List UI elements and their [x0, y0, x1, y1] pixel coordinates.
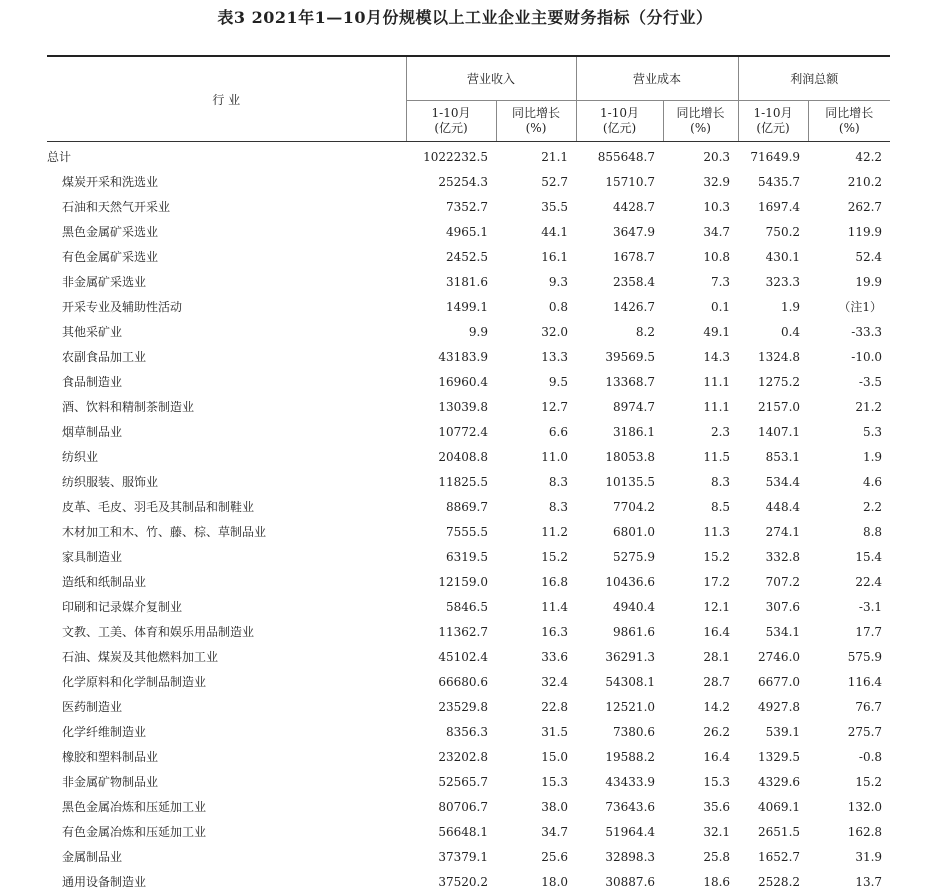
- profit-value: 1407.1: [738, 419, 808, 444]
- revenue-growth: 32.4: [496, 669, 576, 694]
- industry-name: 煤炭开采和洗选业: [47, 169, 406, 194]
- profit-growth: 116.4: [808, 669, 890, 694]
- cost-growth: 32.1: [663, 819, 738, 844]
- revenue-growth: 33.6: [496, 644, 576, 669]
- revenue-value: 43183.9: [406, 344, 496, 369]
- cost-growth: 35.6: [663, 794, 738, 819]
- cost-value: 19588.2: [576, 744, 663, 769]
- profit-growth: 31.9: [808, 844, 890, 869]
- cost-growth: 26.2: [663, 719, 738, 744]
- cost-growth: 34.7: [663, 219, 738, 244]
- revenue-value: 3181.6: [406, 269, 496, 294]
- profit-growth: （注1）: [808, 294, 890, 319]
- profit-growth: 8.8: [808, 519, 890, 544]
- revenue-value: 8356.3: [406, 719, 496, 744]
- revenue-value: 11825.5: [406, 469, 496, 494]
- table-row: [47, 244, 890, 269]
- revenue-value: 6319.5: [406, 544, 496, 569]
- profit-growth: 2.2: [808, 494, 890, 519]
- cost-growth: 10.3: [663, 194, 738, 219]
- cost-value: 855648.7: [576, 142, 663, 170]
- industry-name: 非金属矿采选业: [47, 269, 406, 294]
- industry-name: 皮革、毛皮、羽毛及其制品和制鞋业: [47, 494, 406, 519]
- cost-value: 3647.9: [576, 219, 663, 244]
- revenue-growth: 34.7: [496, 819, 576, 844]
- profit-value: 1.9: [738, 294, 808, 319]
- profit-growth: 52.4: [808, 244, 890, 269]
- table-row: [47, 294, 890, 319]
- cost-value: 7380.6: [576, 719, 663, 744]
- profit-value: 539.1: [738, 719, 808, 744]
- revenue-value: 23202.8: [406, 744, 496, 769]
- revenue-value: 5846.5: [406, 594, 496, 619]
- cost-growth: 7.3: [663, 269, 738, 294]
- industry-name: 食品制造业: [47, 369, 406, 394]
- industry-name: 开采专业及辅助性活动: [47, 294, 406, 319]
- revenue-growth: 13.3: [496, 344, 576, 369]
- industry-name: 酒、饮料和精制茶制造业: [47, 394, 406, 419]
- cost-growth: 15.2: [663, 544, 738, 569]
- cost-value: 5275.9: [576, 544, 663, 569]
- profit-value: 1275.2: [738, 369, 808, 394]
- profit-growth: 19.9: [808, 269, 890, 294]
- industry-name: 非金属矿物制品业: [47, 769, 406, 794]
- profit-growth: 210.2: [808, 169, 890, 194]
- cost-value: 4940.4: [576, 594, 663, 619]
- profit-growth: 575.9: [808, 644, 890, 669]
- revenue-growth: 8.3: [496, 494, 576, 519]
- profit-growth: 4.6: [808, 469, 890, 494]
- industry-name: 纺织业: [47, 444, 406, 469]
- revenue-value: 10772.4: [406, 419, 496, 444]
- cost-value: 73643.6: [576, 794, 663, 819]
- revenue-value: 52565.7: [406, 769, 496, 794]
- revenue-growth: 32.0: [496, 319, 576, 344]
- table-row: [47, 194, 890, 219]
- industry-name: 石油和天然气开采业: [47, 194, 406, 219]
- revenue-value: 12159.0: [406, 569, 496, 594]
- cost-growth: 16.4: [663, 744, 738, 769]
- table-row: [47, 419, 890, 444]
- revenue-growth: 21.1: [496, 142, 576, 170]
- industry-name: 农副食品加工业: [47, 344, 406, 369]
- profit-value: 430.1: [738, 244, 808, 269]
- industry-name: 木材加工和木、竹、藤、棕、草制品业: [47, 519, 406, 544]
- cost-growth: 18.6: [663, 869, 738, 894]
- profit-value: 307.6: [738, 594, 808, 619]
- cost-value: 3186.1: [576, 419, 663, 444]
- revenue-growth: 15.0: [496, 744, 576, 769]
- profit-growth: 262.7: [808, 194, 890, 219]
- table-row: [47, 644, 890, 669]
- profit-growth: 15.4: [808, 544, 890, 569]
- profit-value: 274.1: [738, 519, 808, 544]
- industry-name: 金属制品业: [47, 844, 406, 869]
- profit-growth: -33.3: [808, 319, 890, 344]
- industry-name: 家具制造业: [47, 544, 406, 569]
- profit-value: 71649.9: [738, 142, 808, 170]
- header-row-groups: [47, 56, 890, 101]
- revenue-value: 23529.8: [406, 694, 496, 719]
- cost-growth: 28.7: [663, 669, 738, 694]
- cost-growth: 11.3: [663, 519, 738, 544]
- revenue-value: 7555.5: [406, 519, 496, 544]
- industry-name: 其他采矿业: [47, 319, 406, 344]
- profit-growth: 17.7: [808, 619, 890, 644]
- cost-value: 36291.3: [576, 644, 663, 669]
- profit-value: 2746.0: [738, 644, 808, 669]
- industry-name: 通用设备制造业: [47, 869, 406, 894]
- cost-value: 4428.7: [576, 194, 663, 219]
- revenue-value: 80706.7: [406, 794, 496, 819]
- profit-value: 5435.7: [738, 169, 808, 194]
- revenue-growth: 25.6: [496, 844, 576, 869]
- cost-growth: 28.1: [663, 644, 738, 669]
- table-row: [47, 469, 890, 494]
- table-row: [47, 444, 890, 469]
- table-row: [47, 669, 890, 694]
- table-row: [47, 142, 890, 170]
- table-row: [47, 169, 890, 194]
- profit-value: 323.3: [738, 269, 808, 294]
- revenue-value: 56648.1: [406, 819, 496, 844]
- revenue-value: 8869.7: [406, 494, 496, 519]
- profit-value: 0.4: [738, 319, 808, 344]
- revenue-value: 66680.6: [406, 669, 496, 694]
- profit-value: 534.1: [738, 619, 808, 644]
- profit-value: 2157.0: [738, 394, 808, 419]
- cost-growth: 20.3: [663, 142, 738, 170]
- revenue-growth: 15.2: [496, 544, 576, 569]
- revenue-growth: 11.0: [496, 444, 576, 469]
- cost-growth: 12.1: [663, 594, 738, 619]
- cost-growth: 11.1: [663, 394, 738, 419]
- cost-value: 8974.7: [576, 394, 663, 419]
- revenue-growth: 11.4: [496, 594, 576, 619]
- profit-growth: 162.8: [808, 819, 890, 844]
- header-cost-growth: 同比增长 (%): [663, 101, 738, 142]
- cost-value: 32898.3: [576, 844, 663, 869]
- revenue-value: 4965.1: [406, 219, 496, 244]
- revenue-growth: 0.8: [496, 294, 576, 319]
- table-row: [47, 869, 890, 894]
- profit-value: 1329.5: [738, 744, 808, 769]
- profit-value: 6677.0: [738, 669, 808, 694]
- revenue-value: 45102.4: [406, 644, 496, 669]
- cost-value: 12521.0: [576, 694, 663, 719]
- cost-growth: 25.8: [663, 844, 738, 869]
- table-title: 表3 2021年1—10月份规模以上工业企业主要财务指标（分行业）: [0, 5, 930, 28]
- table-row: [47, 594, 890, 619]
- profit-value: 1697.4: [738, 194, 808, 219]
- profit-growth: 42.2: [808, 142, 890, 170]
- revenue-growth: 38.0: [496, 794, 576, 819]
- header-revenue: 营业收入: [406, 56, 576, 101]
- profit-value: 332.8: [738, 544, 808, 569]
- table-row: [47, 494, 890, 519]
- revenue-growth: 9.3: [496, 269, 576, 294]
- cost-value: 1678.7: [576, 244, 663, 269]
- revenue-value: 20408.8: [406, 444, 496, 469]
- cost-value: 7704.2: [576, 494, 663, 519]
- revenue-growth: 18.0: [496, 869, 576, 894]
- cost-growth: 2.3: [663, 419, 738, 444]
- revenue-growth: 22.8: [496, 694, 576, 719]
- profit-value: 2528.2: [738, 869, 808, 894]
- cost-value: 30887.6: [576, 869, 663, 894]
- profit-value: 4069.1: [738, 794, 808, 819]
- header-cost: 营业成本: [576, 56, 738, 101]
- cost-growth: 15.3: [663, 769, 738, 794]
- cost-value: 54308.1: [576, 669, 663, 694]
- header-industry: 行 业: [47, 56, 406, 142]
- profit-value: 750.2: [738, 219, 808, 244]
- revenue-growth: 16.8: [496, 569, 576, 594]
- industry-name: 化学纤维制造业: [47, 719, 406, 744]
- cost-growth: 10.8: [663, 244, 738, 269]
- cost-growth: 8.5: [663, 494, 738, 519]
- cost-growth: 14.2: [663, 694, 738, 719]
- table-row: [47, 794, 890, 819]
- header-profit: 利润总额: [738, 56, 890, 101]
- header-cost-period: 1-10月 (亿元): [576, 101, 663, 142]
- revenue-value: 7352.7: [406, 194, 496, 219]
- revenue-value: 1499.1: [406, 294, 496, 319]
- revenue-growth: 9.5: [496, 369, 576, 394]
- cost-value: 51964.4: [576, 819, 663, 844]
- profit-growth: 21.2: [808, 394, 890, 419]
- revenue-value: 1022232.5: [406, 142, 496, 170]
- revenue-growth: 31.5: [496, 719, 576, 744]
- industry-name: 有色金属矿采选业: [47, 244, 406, 269]
- revenue-growth: 11.2: [496, 519, 576, 544]
- cost-growth: 8.3: [663, 469, 738, 494]
- revenue-growth: 6.6: [496, 419, 576, 444]
- header-revenue-period: 1-10月 (亿元): [406, 101, 496, 142]
- financial-indicators-table: [47, 55, 890, 894]
- table-row: [47, 394, 890, 419]
- cost-value: 1426.7: [576, 294, 663, 319]
- revenue-growth: 16.3: [496, 619, 576, 644]
- cost-value: 18053.8: [576, 444, 663, 469]
- industry-name: 文教、工美、体育和娱乐用品制造业: [47, 619, 406, 644]
- table-row: [47, 694, 890, 719]
- cost-value: 39569.5: [576, 344, 663, 369]
- revenue-growth: 8.3: [496, 469, 576, 494]
- cost-growth: 0.1: [663, 294, 738, 319]
- profit-value: 1324.8: [738, 344, 808, 369]
- industry-name: 黑色金属矿采选业: [47, 219, 406, 244]
- industry-name: 烟草制品业: [47, 419, 406, 444]
- cost-growth: 32.9: [663, 169, 738, 194]
- industry-name: 纺织服装、服饰业: [47, 469, 406, 494]
- cost-value: 8.2: [576, 319, 663, 344]
- revenue-value: 16960.4: [406, 369, 496, 394]
- profit-growth: 132.0: [808, 794, 890, 819]
- industry-name: 总计: [47, 142, 406, 170]
- revenue-growth: 15.3: [496, 769, 576, 794]
- profit-growth: -0.8: [808, 744, 890, 769]
- revenue-value: 9.9: [406, 319, 496, 344]
- revenue-value: 37379.1: [406, 844, 496, 869]
- table-row: [47, 319, 890, 344]
- profit-growth: 119.9: [808, 219, 890, 244]
- revenue-value: 13039.8: [406, 394, 496, 419]
- header-profit-period: 1-10月 (亿元): [738, 101, 808, 142]
- revenue-growth: 44.1: [496, 219, 576, 244]
- cost-growth: 16.4: [663, 619, 738, 644]
- cost-growth: 11.5: [663, 444, 738, 469]
- cost-value: 10135.5: [576, 469, 663, 494]
- cost-value: 6801.0: [576, 519, 663, 544]
- revenue-growth: 16.1: [496, 244, 576, 269]
- revenue-value: 11362.7: [406, 619, 496, 644]
- profit-value: 4927.8: [738, 694, 808, 719]
- table-row: [47, 744, 890, 769]
- table-row: [47, 544, 890, 569]
- profit-growth: 22.4: [808, 569, 890, 594]
- table-row: [47, 819, 890, 844]
- cost-value: 2358.4: [576, 269, 663, 294]
- table-row: [47, 369, 890, 394]
- cost-growth: 11.1: [663, 369, 738, 394]
- cost-growth: 14.3: [663, 344, 738, 369]
- cost-value: 9861.6: [576, 619, 663, 644]
- revenue-growth: 12.7: [496, 394, 576, 419]
- revenue-value: 25254.3: [406, 169, 496, 194]
- revenue-growth: 35.5: [496, 194, 576, 219]
- profit-growth: 5.3: [808, 419, 890, 444]
- cost-value: 43433.9: [576, 769, 663, 794]
- industry-name: 印刷和记录媒介复制业: [47, 594, 406, 619]
- profit-value: 4329.6: [738, 769, 808, 794]
- profit-value: 2651.5: [738, 819, 808, 844]
- profit-growth: -3.5: [808, 369, 890, 394]
- industry-name: 化学原料和化学制品制造业: [47, 669, 406, 694]
- industry-name: 橡胶和塑料制品业: [47, 744, 406, 769]
- profit-value: 853.1: [738, 444, 808, 469]
- table-row: [47, 269, 890, 294]
- table-row: [47, 769, 890, 794]
- cost-growth: 49.1: [663, 319, 738, 344]
- industry-name: 黑色金属冶炼和压延加工业: [47, 794, 406, 819]
- profit-growth: 1.9: [808, 444, 890, 469]
- header-revenue-growth: 同比增长 (%): [496, 101, 576, 142]
- profit-value: 1652.7: [738, 844, 808, 869]
- profit-growth: 15.2: [808, 769, 890, 794]
- profit-growth: 275.7: [808, 719, 890, 744]
- profit-growth: 76.7: [808, 694, 890, 719]
- revenue-value: 37520.2: [406, 869, 496, 894]
- industry-name: 医药制造业: [47, 694, 406, 719]
- revenue-growth: 52.7: [496, 169, 576, 194]
- table-row: [47, 519, 890, 544]
- profit-growth: 13.7: [808, 869, 890, 894]
- table-row: [47, 719, 890, 744]
- table-body: [47, 142, 890, 894]
- header-profit-growth: 同比增长 (%): [808, 101, 890, 142]
- table-row: [47, 344, 890, 369]
- industry-name: 造纸和纸制品业: [47, 569, 406, 594]
- profit-growth: -3.1: [808, 594, 890, 619]
- profit-growth: -10.0: [808, 344, 890, 369]
- industry-name: 有色金属冶炼和压延加工业: [47, 819, 406, 844]
- table-row: [47, 619, 890, 644]
- cost-growth: 17.2: [663, 569, 738, 594]
- table-row: [47, 219, 890, 244]
- table-row: [47, 569, 890, 594]
- profit-value: 534.4: [738, 469, 808, 494]
- table-row: [47, 844, 890, 869]
- cost-value: 10436.6: [576, 569, 663, 594]
- profit-value: 448.4: [738, 494, 808, 519]
- revenue-value: 2452.5: [406, 244, 496, 269]
- cost-value: 13368.7: [576, 369, 663, 394]
- cost-value: 15710.7: [576, 169, 663, 194]
- profit-value: 707.2: [738, 569, 808, 594]
- industry-name: 石油、煤炭及其他燃料加工业: [47, 644, 406, 669]
